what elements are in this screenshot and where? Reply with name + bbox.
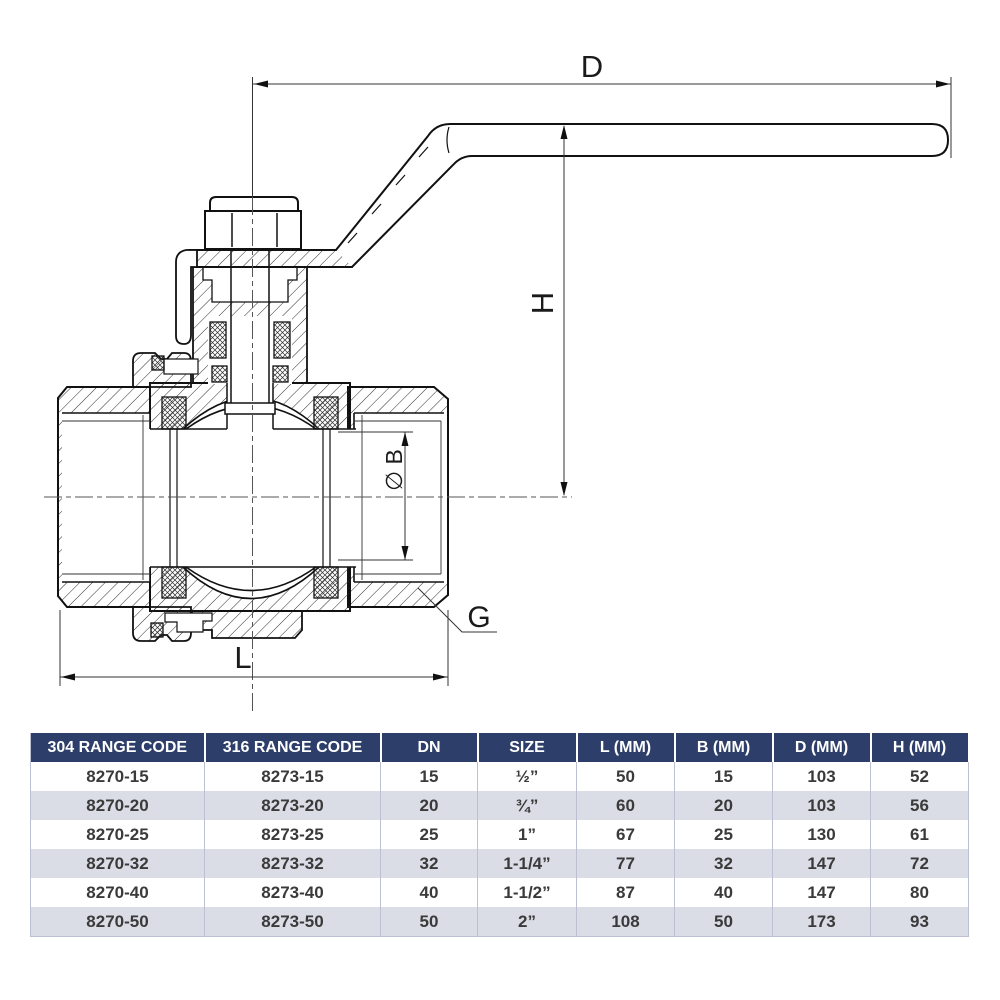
stem-packing-lower-left [212, 366, 227, 382]
table-row [31, 791, 969, 820]
table-cell: 60 [577, 791, 675, 820]
stem-packing-lower-right [273, 366, 288, 382]
table-cell: ½” [478, 762, 577, 791]
table-cell: 1-1/2” [478, 878, 577, 907]
table-cell: 8273-32 [205, 849, 381, 878]
table-cell: 67 [577, 820, 675, 849]
spec-table-head [31, 733, 969, 762]
table-cell: 15 [381, 762, 478, 791]
table-cell: 52 [871, 762, 969, 791]
ball-seat-bottom-left [162, 567, 186, 598]
header-row [31, 733, 969, 762]
table-cell: 8273-40 [205, 878, 381, 907]
column-header: D (MM) [773, 733, 871, 762]
table-cell: 8273-15 [205, 762, 381, 791]
table-cell: 56 [871, 791, 969, 820]
table-cell: 61 [871, 820, 969, 849]
dim-label-g: G [467, 601, 491, 634]
handle-lever [336, 124, 948, 267]
ball-seat-top-right [314, 397, 338, 429]
table-cell: 87 [577, 878, 675, 907]
table-row [31, 762, 969, 791]
column-header: 316 RANGE CODE [205, 733, 381, 762]
table-cell: 77 [577, 849, 675, 878]
table-row [31, 878, 969, 907]
dim-label-h: H [525, 291, 561, 315]
arrow-left-icon [254, 81, 268, 88]
dimension-h [525, 125, 567, 496]
table-cell: 25 [675, 820, 773, 849]
table-cell: 8273-20 [205, 791, 381, 820]
column-header: H (MM) [871, 733, 969, 762]
table-cell: 93 [871, 907, 969, 937]
table-cell: 8273-50 [205, 907, 381, 937]
column-header: B (MM) [675, 733, 773, 762]
dim-label-l: L [234, 640, 252, 675]
spec-table-body [31, 762, 969, 937]
table-cell: 8270-15 [31, 762, 205, 791]
arrow-down-icon [561, 482, 568, 496]
table-cell: 15 [675, 762, 773, 791]
table-cell: 20 [675, 791, 773, 820]
table-cell: 173 [773, 907, 871, 937]
table-row [31, 907, 969, 937]
table-cell: 32 [381, 849, 478, 878]
dim-label-d: D [580, 49, 604, 84]
table-cell: 50 [381, 907, 478, 937]
body-joint-slot-top [164, 359, 198, 374]
table-cell: 72 [871, 849, 969, 878]
arrow-left-icon [61, 674, 75, 681]
table-cell: 1-1/4” [478, 849, 577, 878]
ball-seat-bottom-right [314, 567, 338, 598]
table-cell: 50 [675, 907, 773, 937]
table-cell: 1” [478, 820, 577, 849]
gland-collar [203, 267, 297, 302]
arrow-right-icon [936, 81, 950, 88]
table-cell: 80 [871, 878, 969, 907]
spec-table [30, 733, 970, 937]
table-cell: 2” [478, 907, 577, 937]
table-row [31, 820, 969, 849]
table-cell: 147 [773, 849, 871, 878]
table-cell: 50 [577, 762, 675, 791]
table-cell: 8270-25 [31, 820, 205, 849]
table-cell: 108 [577, 907, 675, 937]
table-cell: 32 [675, 849, 773, 878]
ball-seat-top-left [162, 397, 186, 429]
table-cell: 25 [381, 820, 478, 849]
body-seal-top [152, 356, 164, 370]
dim-label-phi-b: ∅ B [381, 449, 408, 491]
column-header: SIZE [478, 733, 577, 762]
column-header: DN [381, 733, 478, 762]
table-cell: 147 [773, 878, 871, 907]
stem-tip [225, 403, 275, 414]
stem-packing-upper-left [210, 322, 226, 358]
table-row [31, 849, 969, 878]
table-cell: 8270-20 [31, 791, 205, 820]
table-cell: 8270-50 [31, 907, 205, 937]
nut-cap [210, 197, 298, 211]
table-cell: 103 [773, 762, 871, 791]
table-cell: 40 [381, 878, 478, 907]
table-cell: 40 [675, 878, 773, 907]
table-cell: 8273-25 [205, 820, 381, 849]
stem-packing-upper-right [274, 322, 290, 358]
table-cell: 20 [381, 791, 478, 820]
arrow-right-icon [433, 674, 447, 681]
body-seal-bottom [151, 623, 163, 637]
table-cell: 8270-32 [31, 849, 205, 878]
table-cell: ¾” [478, 791, 577, 820]
table-cell: 130 [773, 820, 871, 849]
table-cell: 8270-40 [31, 878, 205, 907]
column-header: L (MM) [577, 733, 675, 762]
column-header: 304 RANGE CODE [31, 733, 205, 762]
handle-foot [188, 250, 352, 267]
table-cell: 103 [773, 791, 871, 820]
